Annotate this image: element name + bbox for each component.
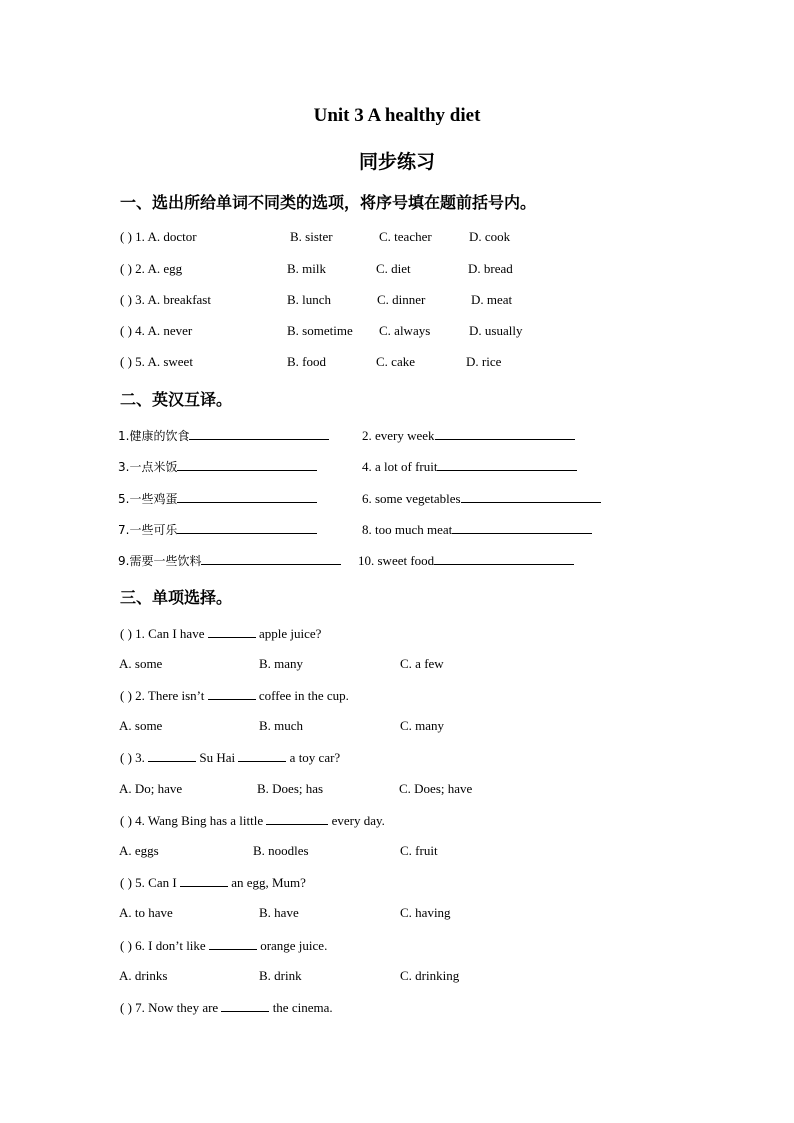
section3-question bbox=[120, 625, 321, 642]
question-stem: ( ) 5. Can I bbox=[120, 875, 177, 890]
section3-question bbox=[120, 874, 306, 891]
section1-item-option-b: B. lunch bbox=[287, 292, 332, 307]
section1-heading: 一、选出所给单词不同类的选项，将序号填在题前括号内。 bbox=[120, 193, 537, 212]
question-stem: ( ) 4. Wang Bing has a little bbox=[120, 813, 264, 828]
section1-item-option-d: D. bread bbox=[468, 261, 513, 276]
option-b: B. many bbox=[259, 656, 304, 671]
section2-item-left: 9.需要一些饮料 bbox=[118, 554, 202, 568]
section2-item-right: 6. some vegetables bbox=[362, 491, 461, 506]
answer-blank[interactable] bbox=[434, 552, 574, 565]
section1-item-question: ( ) 1. A. doctor bbox=[120, 229, 197, 244]
section3-question bbox=[120, 937, 327, 954]
option-a: A. some bbox=[119, 656, 163, 671]
answer-blank[interactable] bbox=[177, 458, 317, 471]
option-b: B. Does; has bbox=[257, 781, 324, 796]
option-a: A. drinks bbox=[119, 968, 168, 983]
question-stem: ( ) 3. bbox=[120, 750, 145, 765]
answer-blank[interactable] bbox=[189, 427, 329, 440]
option-a: A. some bbox=[119, 718, 163, 733]
answer-blank[interactable] bbox=[437, 458, 577, 471]
section2-item-right: 2. every week bbox=[362, 428, 435, 443]
question-stem-end: a toy car? bbox=[289, 750, 341, 765]
section1-item-option-d: D. usually bbox=[469, 323, 523, 338]
section3-question bbox=[120, 812, 385, 829]
answer-blank[interactable] bbox=[452, 521, 592, 534]
question-stem-end: coffee in the cup. bbox=[258, 688, 349, 703]
option-b: B. noodles bbox=[253, 843, 309, 858]
option-c: C. fruit bbox=[400, 843, 438, 858]
answer-blank[interactable] bbox=[148, 749, 196, 762]
section1-item-question: ( ) 4. A. never bbox=[120, 323, 193, 338]
question-stem: ( ) 1. Can I have bbox=[120, 626, 205, 641]
answer-blank[interactable] bbox=[177, 521, 317, 534]
section3-heading: 三、单项选择。 bbox=[120, 588, 233, 607]
section1-item-option-b: B. sometime bbox=[287, 323, 353, 338]
section1-item-option-d: D. cook bbox=[469, 229, 511, 244]
section1-item-option-c: C. always bbox=[379, 323, 431, 338]
answer-blank[interactable] bbox=[201, 552, 341, 565]
section1-item-question: ( ) 2. A. egg bbox=[120, 261, 183, 276]
page-title: Unit 3 A healthy diet bbox=[313, 105, 481, 126]
answer-blank[interactable] bbox=[435, 427, 575, 440]
section1-item-question: ( ) 5. A. sweet bbox=[120, 354, 193, 369]
answer-blank[interactable] bbox=[238, 749, 286, 762]
answer-blank[interactable] bbox=[221, 999, 269, 1012]
section3-question bbox=[120, 749, 340, 766]
section1-item-option-b: B. milk bbox=[287, 261, 327, 276]
answer-blank[interactable] bbox=[461, 490, 601, 503]
option-a: A. to have bbox=[119, 905, 173, 920]
option-b: B. drink bbox=[259, 968, 302, 983]
section2-item-left: 5.一些鸡蛋 bbox=[118, 492, 178, 506]
option-b: B. have bbox=[259, 905, 299, 920]
option-c: C. drinking bbox=[400, 968, 460, 983]
section2-item-right: 4. a lot of fruit bbox=[362, 459, 438, 474]
option-a: A. eggs bbox=[119, 843, 159, 858]
answer-blank[interactable] bbox=[209, 937, 257, 950]
question-stem-end: orange juice. bbox=[260, 938, 328, 953]
page-subtitle: 同步练习 bbox=[358, 151, 435, 173]
section2-heading: 二、英汉互译。 bbox=[120, 390, 233, 409]
section3-question bbox=[120, 999, 333, 1016]
option-b: B. much bbox=[259, 718, 304, 733]
option-c: C. having bbox=[400, 905, 451, 920]
section1-item-option-d: D. rice bbox=[466, 354, 502, 369]
section1-item-option-c: C. teacher bbox=[379, 229, 432, 244]
option-a: A. Do; have bbox=[119, 781, 183, 796]
option-c: C. a few bbox=[400, 656, 444, 671]
question-stem-end: apple juice? bbox=[258, 626, 322, 641]
section1-item-question: ( ) 3. A. breakfast bbox=[120, 292, 211, 307]
section1-item-option-c: C. dinner bbox=[377, 292, 426, 307]
question-stem: ( ) 7. Now they are bbox=[120, 1000, 219, 1015]
answer-blank[interactable] bbox=[208, 687, 256, 700]
section1-item-option-c: C. cake bbox=[376, 354, 415, 369]
option-c: C. Does; have bbox=[399, 781, 473, 796]
section1-item-option-b: B. food bbox=[287, 354, 326, 369]
section1-item-option-b: B. sister bbox=[290, 229, 333, 244]
question-stem-mid: Su Hai bbox=[199, 750, 236, 765]
section1-item-option-c: C. diet bbox=[376, 261, 411, 276]
answer-blank[interactable] bbox=[208, 625, 256, 638]
answer-blank[interactable] bbox=[177, 490, 317, 503]
answer-blank[interactable] bbox=[180, 874, 228, 887]
question-stem-end: every day. bbox=[331, 813, 385, 828]
section2-item-left: 3.一点米饭 bbox=[118, 460, 178, 474]
section2-item-right: 10. sweet food bbox=[358, 553, 435, 568]
section3-question bbox=[120, 687, 349, 704]
answer-blank[interactable] bbox=[266, 812, 328, 825]
question-stem-end: an egg, Mum? bbox=[231, 875, 306, 890]
section2-item-left: 7.一些可乐 bbox=[118, 523, 178, 537]
option-c: C. many bbox=[400, 718, 445, 733]
section1-item-option-d: D. meat bbox=[471, 292, 513, 307]
question-stem: ( ) 6. I don’t like bbox=[120, 938, 206, 953]
section2-item-right: 8. too much meat bbox=[362, 522, 453, 537]
question-stem-end: the cinema. bbox=[272, 1000, 333, 1015]
question-stem: ( ) 2. There isn’t bbox=[120, 688, 205, 703]
section2-item-left: 1.健康的饮食 bbox=[118, 429, 190, 443]
